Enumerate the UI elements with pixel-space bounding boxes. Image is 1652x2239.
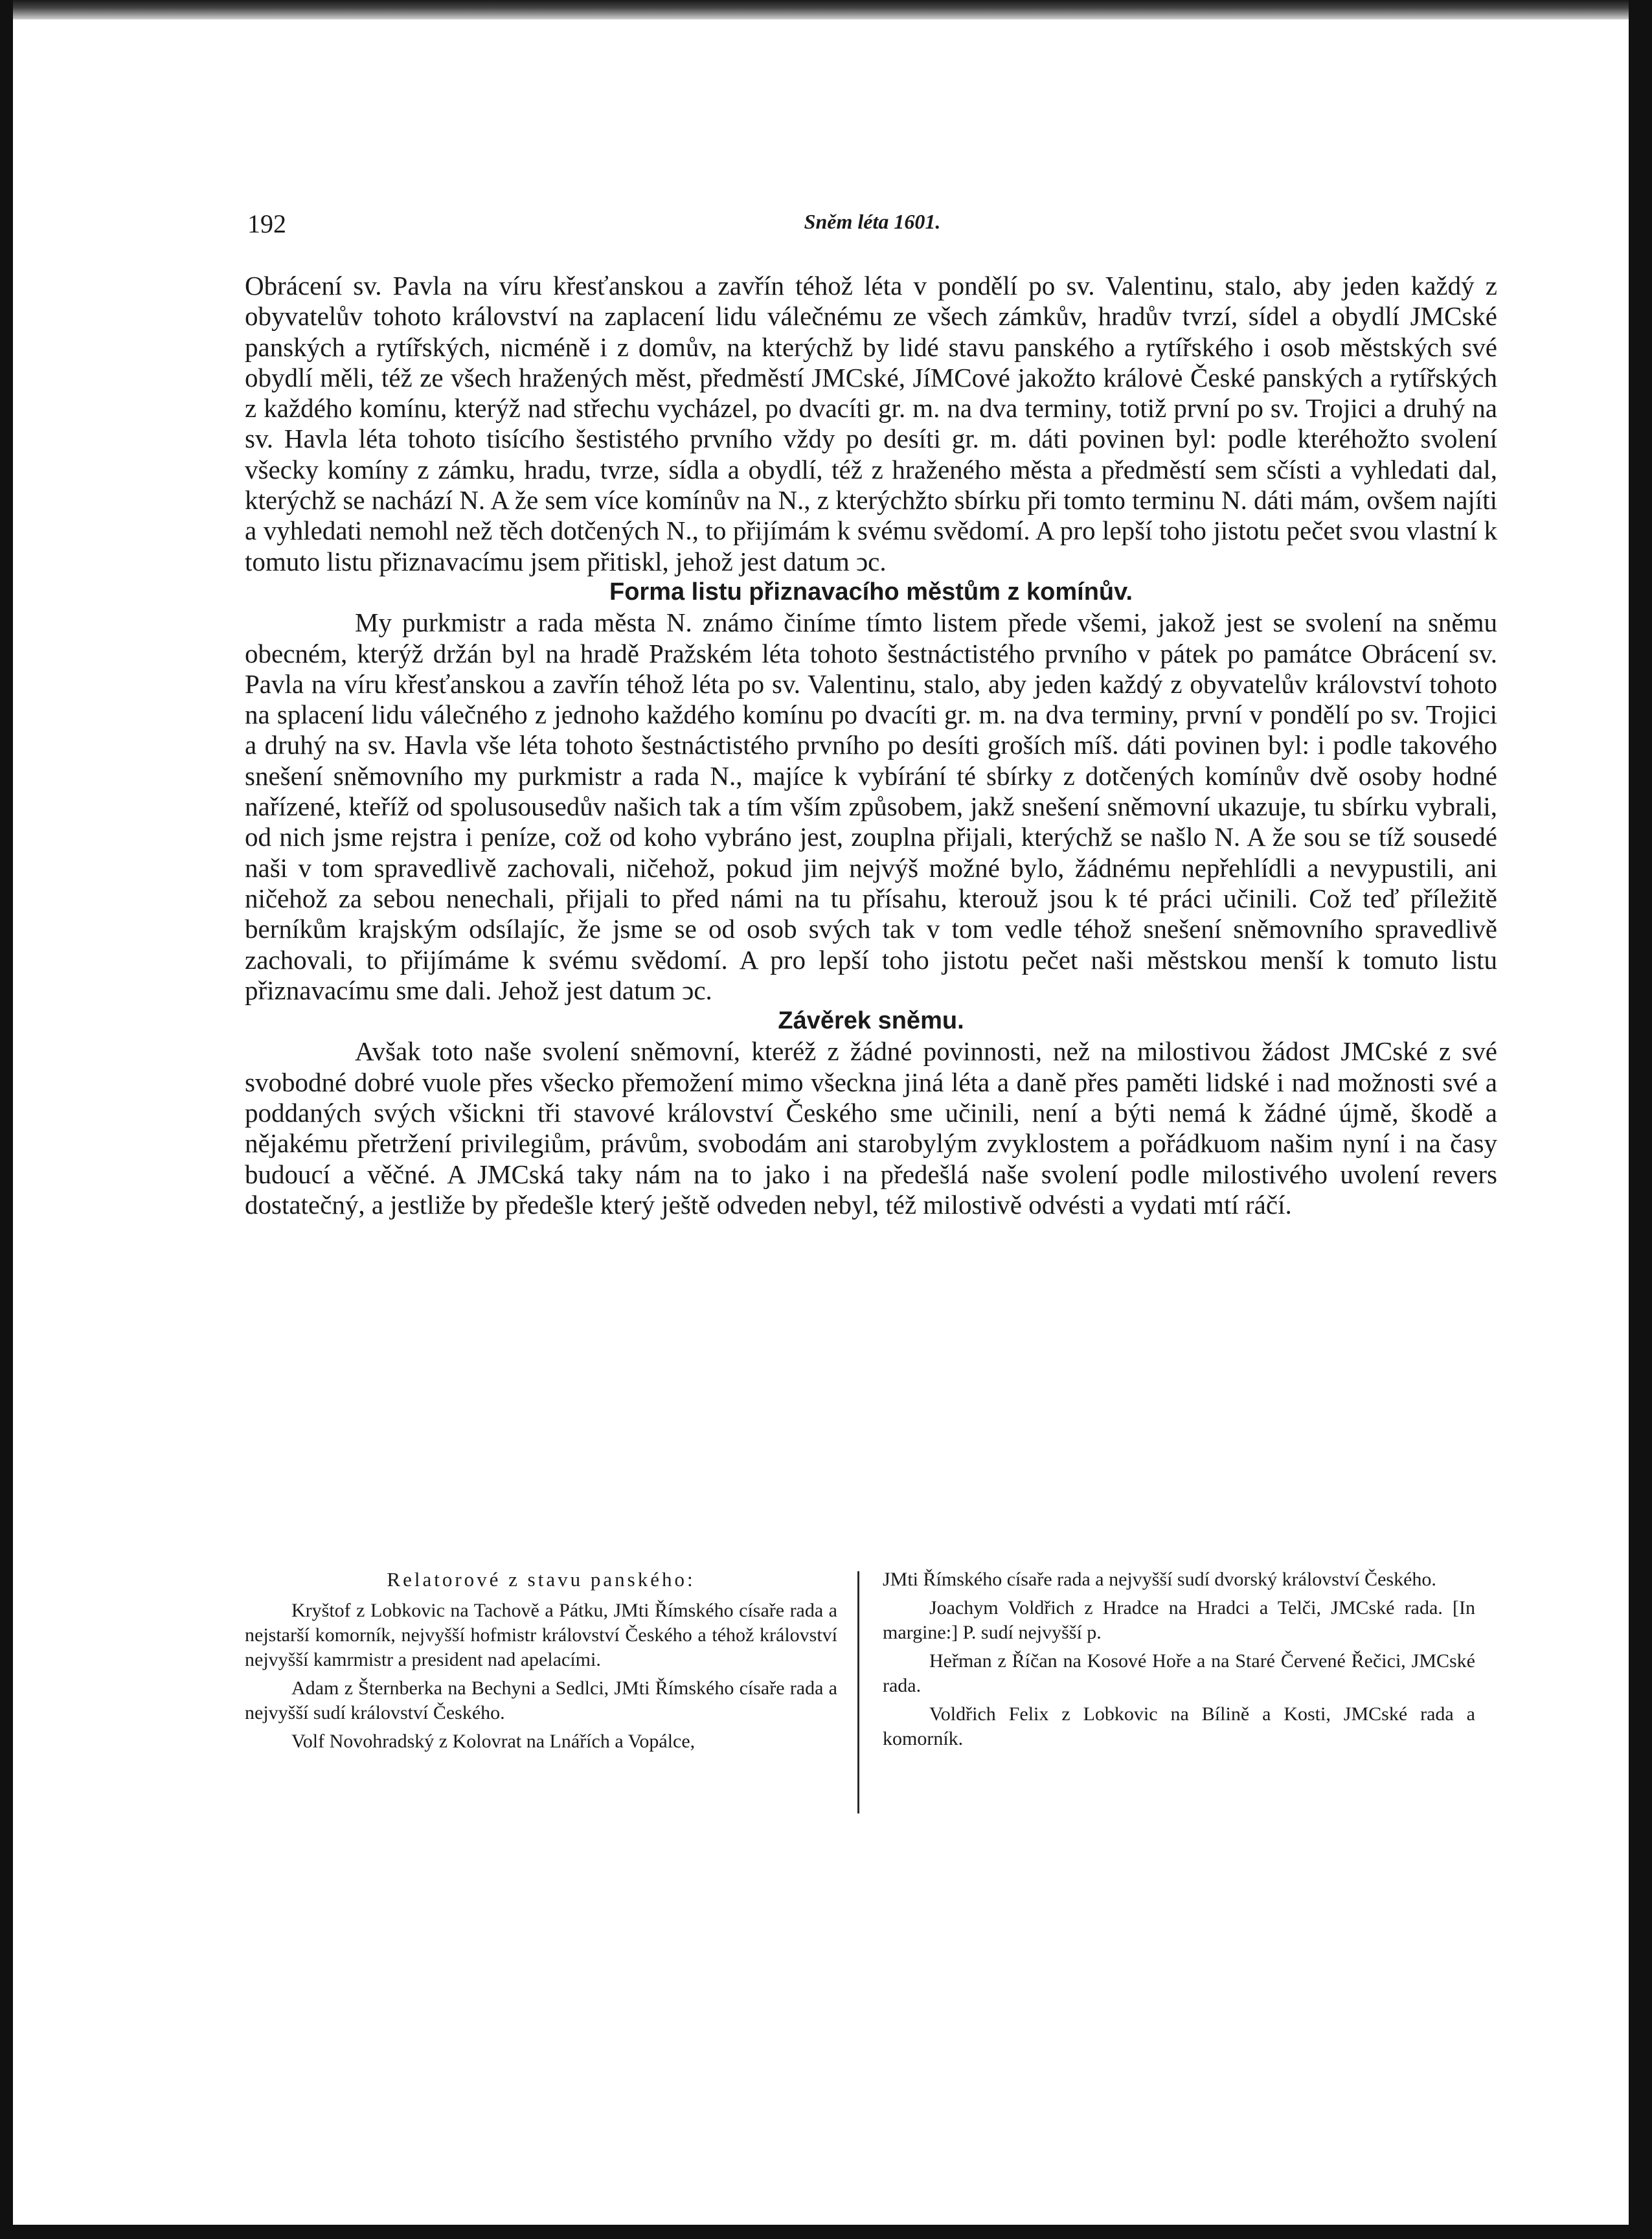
scan-border-top xyxy=(0,0,1652,19)
relator-entry: Voldřich Felix z Lobkovic na Bílině a Kosti, JMCské rada a komorník. xyxy=(883,1703,1475,1749)
relator-entry: Joachym Voldřich z Hradce na Hradci a Telči, JMCské rada. [In margine:] P. sudí nejvyšší p. xyxy=(883,1597,1475,1643)
relators-left-column xyxy=(245,1567,837,1758)
section-heading-forma-listu: Forma listu přiznavacího městům z komínův. xyxy=(609,578,1133,606)
relators-right-column xyxy=(883,1567,1475,1755)
paragraph-forma-listu: My purkmistr a rada města N. známo činíme tímto listem přede všemi, jakož jest se svolení na sněmu obecném, kterýž držán byl na hradě Pražském léta tohoto šestnáctistého prvního v pátek po památce Obrácení sv. Pavla na víru křesťanskou a zavřín téhož léta po sv. Valentinu, stalo, aby jeden každý z obyvatelův království tohoto na splacení lidu válečného z jednoho každého komínu po dvacíti gr. m. na dva terminy, první v pondělí po sv. Trojici a druhý na sv. Havla vše léta tohoto šestnáctistého prvního po desíti groších míš. dáti povinen byl: i podle takového snešení sněmovního my purkmistr a rada N., majíce k vybírání té sbírky z dotčených komínův dvě osoby hodné nařízené, kteříž od spolusousedův našich tak a tím vším způsobem, jakž snešení sněmovní ukazuje, tu sbírku vybrali, od nich jsme rejstra i peníze, což od koho vybráno jest, zouplna přijali, kterýchž se našlo N. A že sou se tíž sousedé naši v tom spravedlivě zachovali, ničehož, pokud jim nejvýš možné bylo, žádnému nepřehlídli a nevypustili, ani ničehož za sebou nenechali, přijali to před námi na tu přísahu, kterouž jsou k té práci učinili. Což teď příležitě berníkům krajským odsílajíc, že jsme se od osob svých tak v tom vedle téhož snešení sněmovního spravedlivě zachovali, to přijímáme k svému svědomí. A pro lepší toho jistotu pečet naši městskou menší k tomuto listu přiznavacímu sme dali. Jehož jest datum ͻc. xyxy=(245,608,1497,1005)
scan-border-left xyxy=(0,0,13,2239)
scan-border-right xyxy=(1629,0,1652,2239)
paragraph-continued: Obrácení sv. Pavla na víru křesťanskou a zavřín téhož léta v pondělí po sv. Valentinu, stalo, aby jeden každý z obyvatelův tohoto království na zaplacení lidu válečnému ze všech zámkův, hradův tvrzí, sídel a obydlí JMCské panských a rytířských, nicméně i z domův, na kterýchž by lidé stavu panského a rytířského i osob městských své obydlí měli, též ze všech hražených měst, předměstí JMCské, JíMCové jakožto královė České panských a rytířských z každého komínu, kterýž nad střechu vycházel, po dvacíti gr. m. na dva terminy, totiž první po sv. Trojici a druhý na sv. Havla léta tohoto tisícího šestistého prvního vždy po desíti gr. m. dáti povinen byl: podle kteréhožto svolení všecky komíny z zámku, hradu, tvrze, sídla a obydlí, též z hraženého města a předměstí sem sčísti a vyhledati dal, kterýchž se nachází N. A že sem více komínův na N., z kterýchžto sbírku při tomto terminu N. dáti mám, ovšem najíti a vyhledati nemohl než těch dotčených N., to přijímám k svému svědomí. A pro lepší toho jistotu pečet svou vlastní k tomuto listu přiznavacímu jsem přitiskl, jehož jest datum ͻc. xyxy=(245,271,1497,576)
section-heading-zaverek: Závěrek sněmu. xyxy=(778,1007,964,1035)
relator-entry: Kryštof z Lobkovic na Tachově a Pátku, JMti Římského císaře rada a nejstarší komorník, nejvyšší hofmistr království Českého a téhož království nejvyšší kamrmistr a president nad apelacími. xyxy=(245,1600,837,1670)
relator-entry: Heřman z Říčan na Kosové Hoře a na Staré Červené Řečici, JMCské rada. xyxy=(883,1650,1475,1696)
relators-heading: Relatorové z stavu panského: xyxy=(387,1568,696,1591)
paragraph-zaverek: Avšak toto naše svolení sněmovní, kteréž z žádné povinnosti, než na milostivou žádost JMCské z své svobodné dobré vuole přes všecko přemožení mimo všeckna jiná léta a daně přes paměti lidské i nad možnosti své a poddaných svých všickni tři stavové království Českého sme učinili, není a býti nemá k žádné újmě, škodě a nějakému přetržení privilegiům, právům, svobodám ani starobylým zvyklostem a pořádkuom našim nyní i na časy budoucí a věčné. A JMCská taky nám na to jako i na předešlá naše svolení podle milostivého uvolení revers dostatečný, a jestliže by předešle který ještě odveden nebyl, též milostivě odvésti a vydati mtí ráčí. xyxy=(245,1036,1497,1220)
relators-section xyxy=(245,1567,1497,1813)
scan-border-bottom xyxy=(0,2225,1652,2239)
page-header xyxy=(247,209,1497,241)
relator-entry-continued: JMti Římského císaře rada a nejvyšší sudí dvorský království Českého. xyxy=(883,1569,1436,1590)
running-title: Sněm léta 1601. xyxy=(804,210,941,233)
column-divider xyxy=(857,1571,859,1813)
page-number: 192 xyxy=(247,209,286,238)
relator-entry: Volf Novohradský z Kolovrat na Lnářích a Vopálce, xyxy=(291,1731,696,1752)
relator-entry: Adam z Šternberka na Bechyni a Sedlci, JMti Římského císaře rada a nejvyšší sudí království Českého. xyxy=(245,1677,837,1723)
main-text xyxy=(245,271,1497,1220)
